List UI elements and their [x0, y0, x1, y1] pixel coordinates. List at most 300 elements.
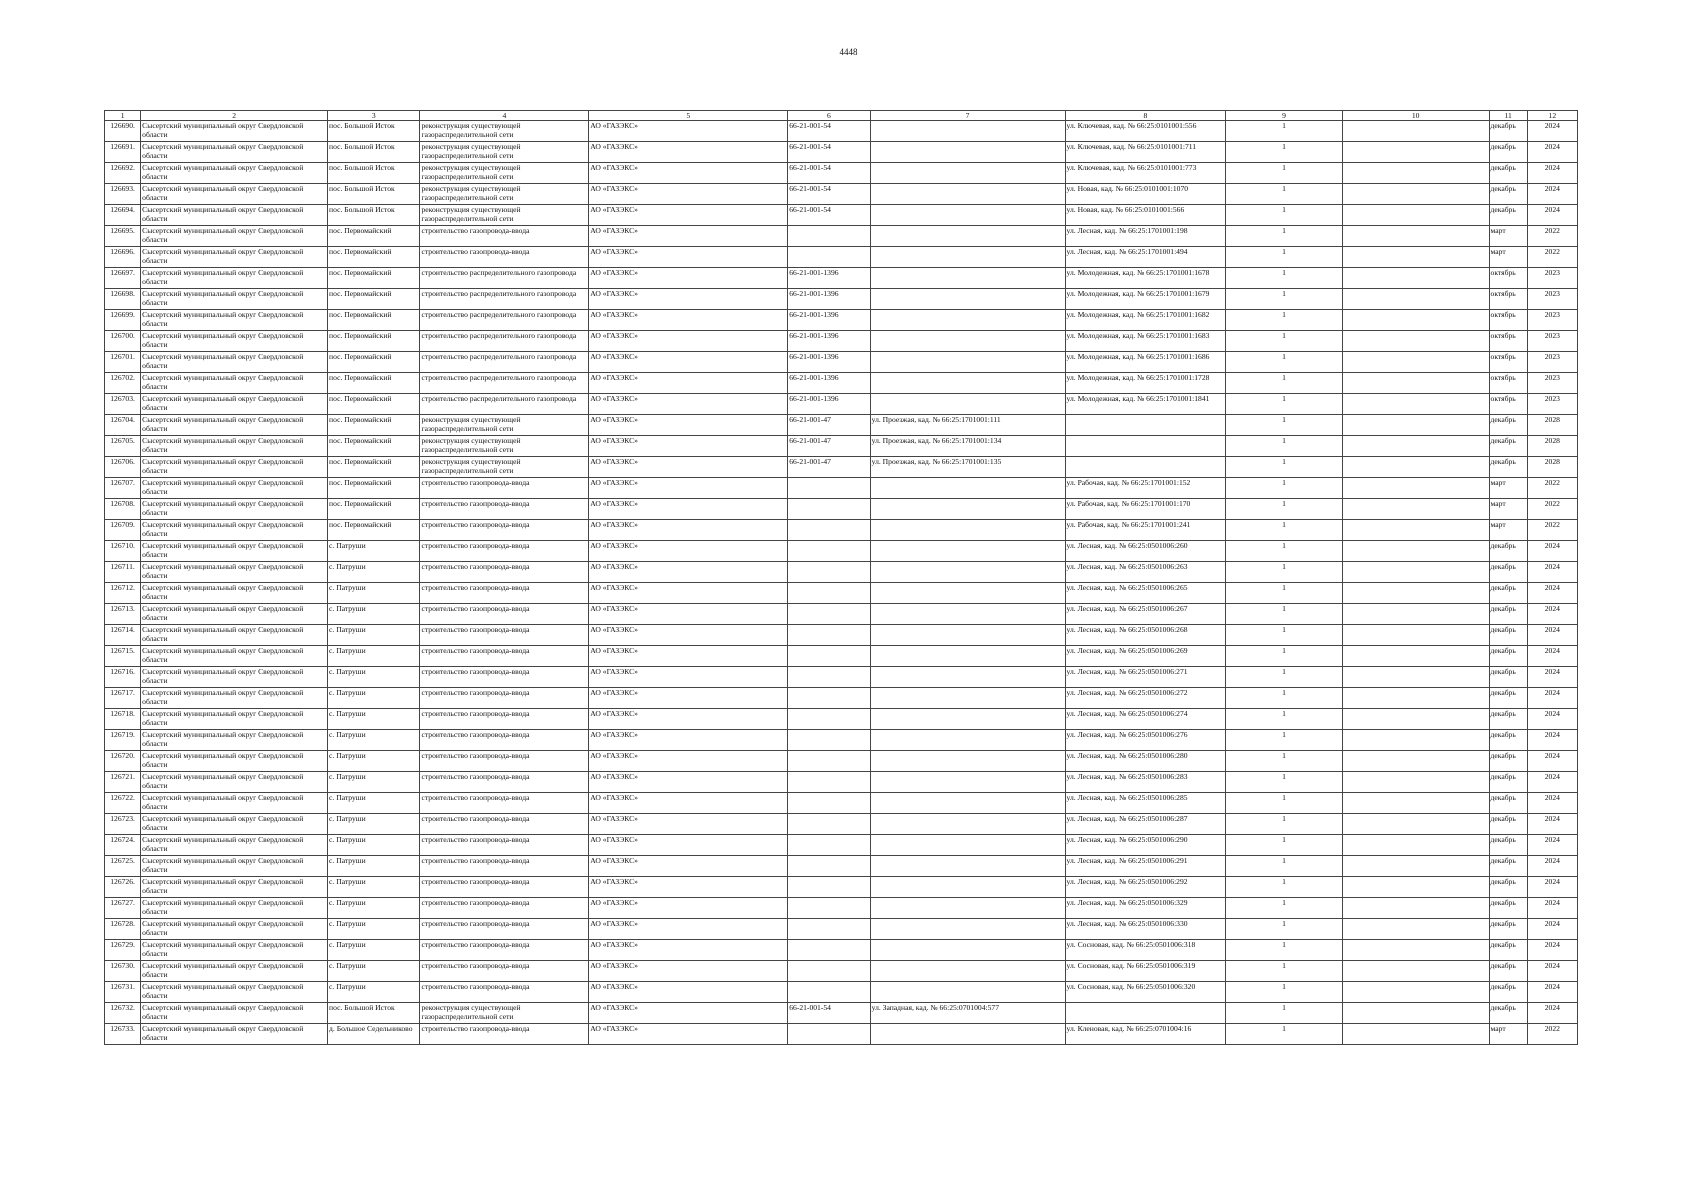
settlement-cell: пос. Первомайский: [328, 310, 420, 331]
table-row: [105, 772, 1578, 793]
row-number-cell: 126709.: [105, 520, 141, 541]
work-type-cell: строительство газопровода-ввода: [420, 709, 589, 730]
address-cell-8: ул. Молодежная, кад. № 66:25:1701001:1841: [1065, 394, 1226, 415]
column-10-cell: [1342, 289, 1489, 310]
municipality-cell: Сысертский муниципальный округ Свердловской области: [141, 982, 328, 1003]
month-cell: декабрь: [1489, 1003, 1527, 1024]
network-id-cell: [788, 562, 870, 583]
column-header: 5: [589, 111, 788, 121]
year-cell: 2024: [1527, 772, 1577, 793]
row-number-cell: 126722.: [105, 793, 141, 814]
quantity-cell: 1: [1226, 751, 1343, 772]
quantity-cell: 1: [1226, 436, 1343, 457]
column-10-cell: [1342, 751, 1489, 772]
address-cell-7: [870, 835, 1065, 856]
address-cell-8: ул. Лесная, кад. № 66:25:0501006:268: [1065, 625, 1226, 646]
organization-cell: АО «ГАЗЭКС»: [589, 562, 788, 583]
row-number-cell: 126729.: [105, 940, 141, 961]
column-10-cell: [1342, 478, 1489, 499]
column-10-cell: [1342, 268, 1489, 289]
address-cell-7: [870, 898, 1065, 919]
column-10-cell: [1342, 1024, 1489, 1045]
address-cell-7: [870, 625, 1065, 646]
address-cell-8: ул. Лесная, кад. № 66:25:0501006:265: [1065, 583, 1226, 604]
address-cell-7: ул. Проезжая, кад. № 66:25:1701001:134: [870, 436, 1065, 457]
month-cell: декабрь: [1489, 730, 1527, 751]
month-cell: март: [1489, 1024, 1527, 1045]
table-row: [105, 541, 1578, 562]
address-cell-7: [870, 856, 1065, 877]
network-id-cell: [788, 835, 870, 856]
work-type-cell: реконструкция существующей газораспределительной сети: [420, 121, 589, 142]
year-cell: 2023: [1527, 394, 1577, 415]
year-cell: 2022: [1527, 478, 1577, 499]
address-cell-8: ул. Лесная, кад. № 66:25:0501006:283: [1065, 772, 1226, 793]
month-cell: декабрь: [1489, 604, 1527, 625]
column-10-cell: [1342, 709, 1489, 730]
row-number-cell: 126728.: [105, 919, 141, 940]
row-number-cell: 126700.: [105, 331, 141, 352]
year-cell: 2023: [1527, 310, 1577, 331]
month-cell: декабрь: [1489, 646, 1527, 667]
row-number-cell: 126714.: [105, 625, 141, 646]
year-cell: 2024: [1527, 205, 1577, 226]
organization-cell: АО «ГАЗЭКС»: [589, 394, 788, 415]
address-cell-8: ул. Лесная, кад. № 66:25:0501006:272: [1065, 688, 1226, 709]
year-cell: 2022: [1527, 1024, 1577, 1045]
address-cell-7: [870, 961, 1065, 982]
address-cell-7: [870, 352, 1065, 373]
network-id-cell: [788, 730, 870, 751]
address-cell-8: ул. Лесная, кад. № 66:25:1701001:198: [1065, 226, 1226, 247]
row-number-cell: 126697.: [105, 268, 141, 289]
municipality-cell: Сысертский муниципальный округ Свердловской области: [141, 688, 328, 709]
settlement-cell: с. Патруши: [328, 751, 420, 772]
table-row: [105, 583, 1578, 604]
table-row: [105, 814, 1578, 835]
address-cell-8: ул. Лесная, кад. № 66:25:0501006:291: [1065, 856, 1226, 877]
organization-cell: АО «ГАЗЭКС»: [589, 772, 788, 793]
quantity-cell: 1: [1226, 415, 1343, 436]
quantity-cell: 1: [1226, 541, 1343, 562]
row-number-cell: 126724.: [105, 835, 141, 856]
year-cell: 2024: [1527, 856, 1577, 877]
column-10-cell: [1342, 121, 1489, 142]
row-number-cell: 126695.: [105, 226, 141, 247]
month-cell: декабрь: [1489, 940, 1527, 961]
address-cell-7: [870, 562, 1065, 583]
work-type-cell: строительство газопровода-ввода: [420, 961, 589, 982]
year-cell: 2024: [1527, 961, 1577, 982]
table-row: [105, 751, 1578, 772]
quantity-cell: 1: [1226, 499, 1343, 520]
quantity-cell: 1: [1226, 919, 1343, 940]
year-cell: 2024: [1527, 919, 1577, 940]
address-cell-8: ул. Рабочая, кад. № 66:25:1701001:170: [1065, 499, 1226, 520]
year-cell: 2024: [1527, 940, 1577, 961]
work-type-cell: реконструкция существующей газораспределительной сети: [420, 142, 589, 163]
work-type-cell: строительство газопровода-ввода: [420, 856, 589, 877]
column-header: 2: [141, 111, 328, 121]
municipality-cell: Сысертский муниципальный округ Свердловской области: [141, 583, 328, 604]
table-row: [105, 793, 1578, 814]
settlement-cell: пос. Большой Исток: [328, 1003, 420, 1024]
quantity-cell: 1: [1226, 667, 1343, 688]
work-type-cell: строительство распределительного газопровода: [420, 331, 589, 352]
address-cell-7: [870, 604, 1065, 625]
month-cell: декабрь: [1489, 856, 1527, 877]
month-cell: март: [1489, 520, 1527, 541]
network-id-cell: [788, 772, 870, 793]
row-number-cell: 126699.: [105, 310, 141, 331]
settlement-cell: с. Патруши: [328, 814, 420, 835]
month-cell: декабрь: [1489, 583, 1527, 604]
quantity-cell: 1: [1226, 1024, 1343, 1045]
address-cell-7: [870, 919, 1065, 940]
table-row: [105, 919, 1578, 940]
organization-cell: АО «ГАЗЭКС»: [589, 499, 788, 520]
year-cell: 2024: [1527, 604, 1577, 625]
month-cell: декабрь: [1489, 688, 1527, 709]
row-number-cell: 126693.: [105, 184, 141, 205]
municipality-cell: Сысертский муниципальный округ Свердловской области: [141, 835, 328, 856]
table-row: [105, 205, 1578, 226]
quantity-cell: 1: [1226, 394, 1343, 415]
organization-cell: АО «ГАЗЭКС»: [589, 688, 788, 709]
work-type-cell: строительство распределительного газопровода: [420, 373, 589, 394]
work-type-cell: реконструкция существующей газораспределительной сети: [420, 457, 589, 478]
column-10-cell: [1342, 982, 1489, 1003]
table-row: [105, 478, 1578, 499]
settlement-cell: с. Патруши: [328, 961, 420, 982]
table-row: [105, 142, 1578, 163]
column-10-cell: [1342, 142, 1489, 163]
column-10-cell: [1342, 541, 1489, 562]
organization-cell: АО «ГАЗЭКС»: [589, 877, 788, 898]
address-cell-8: ул. Рабочая, кад. № 66:25:1701001:241: [1065, 520, 1226, 541]
address-cell-8: [1065, 457, 1226, 478]
column-header: 1: [105, 111, 141, 121]
settlement-cell: с. Патруши: [328, 856, 420, 877]
month-cell: октябрь: [1489, 352, 1527, 373]
network-id-cell: 66-21-001-1396: [788, 268, 870, 289]
address-cell-7: [870, 394, 1065, 415]
network-id-cell: [788, 688, 870, 709]
work-type-cell: реконструкция существующей газораспределительной сети: [420, 436, 589, 457]
address-cell-8: ул. Лесная, кад. № 66:25:0501006:280: [1065, 751, 1226, 772]
table-body: [105, 121, 1578, 1045]
settlement-cell: с. Патруши: [328, 625, 420, 646]
work-type-cell: реконструкция существующей газораспределительной сети: [420, 415, 589, 436]
column-10-cell: [1342, 163, 1489, 184]
table-row: [105, 646, 1578, 667]
work-type-cell: строительство газопровода-ввода: [420, 478, 589, 499]
quantity-cell: 1: [1226, 772, 1343, 793]
network-id-cell: 66-21-001-1396: [788, 352, 870, 373]
table-row: [105, 604, 1578, 625]
row-number-cell: 126731.: [105, 982, 141, 1003]
address-cell-8: ул. Молодежная, кад. № 66:25:1701001:1679: [1065, 289, 1226, 310]
quantity-cell: 1: [1226, 184, 1343, 205]
network-id-cell: 66-21-001-54: [788, 184, 870, 205]
address-cell-8: ул. Ключевая, кад. № 66:25:0101001:711: [1065, 142, 1226, 163]
address-cell-8: ул. Ключевая, кад. № 66:25:0101001:556: [1065, 121, 1226, 142]
table-row: [105, 499, 1578, 520]
network-id-cell: [788, 604, 870, 625]
organization-cell: АО «ГАЗЭКС»: [589, 541, 788, 562]
settlement-cell: с. Патруши: [328, 793, 420, 814]
row-number-cell: 126710.: [105, 541, 141, 562]
column-10-cell: [1342, 772, 1489, 793]
month-cell: март: [1489, 499, 1527, 520]
work-type-cell: реконструкция существующей газораспределительной сети: [420, 163, 589, 184]
organization-cell: АО «ГАЗЭКС»: [589, 226, 788, 247]
settlement-cell: пос. Большой Исток: [328, 121, 420, 142]
year-cell: 2024: [1527, 688, 1577, 709]
settlement-cell: с. Патруши: [328, 583, 420, 604]
network-id-cell: [788, 478, 870, 499]
table-row: [105, 436, 1578, 457]
settlement-cell: пос. Первомайский: [328, 289, 420, 310]
settlement-cell: пос. Большой Исток: [328, 142, 420, 163]
work-type-cell: строительство газопровода-ввода: [420, 583, 589, 604]
municipality-cell: Сысертский муниципальный округ Свердловской области: [141, 121, 328, 142]
settlement-cell: пос. Первомайский: [328, 457, 420, 478]
address-cell-8: ул. Лесная, кад. № 66:25:0501006:330: [1065, 919, 1226, 940]
settlement-cell: с. Патруши: [328, 898, 420, 919]
page-number: 4448: [839, 47, 858, 57]
year-cell: 2024: [1527, 142, 1577, 163]
column-10-cell: [1342, 415, 1489, 436]
municipality-cell: Сысертский муниципальный округ Свердловской области: [141, 898, 328, 919]
address-cell-7: [870, 520, 1065, 541]
table-row: [105, 394, 1578, 415]
column-10-cell: [1342, 919, 1489, 940]
address-cell-8: ул. Сосновая, кад. № 66:25:0501006:320: [1065, 982, 1226, 1003]
organization-cell: АО «ГАЗЭКС»: [589, 205, 788, 226]
quantity-cell: 1: [1226, 709, 1343, 730]
network-id-cell: [788, 646, 870, 667]
year-cell: 2024: [1527, 646, 1577, 667]
municipality-cell: Сысертский муниципальный округ Свердловской области: [141, 814, 328, 835]
network-id-cell: [788, 877, 870, 898]
network-id-cell: [788, 541, 870, 562]
year-cell: 2023: [1527, 268, 1577, 289]
work-type-cell: строительство газопровода-ввода: [420, 646, 589, 667]
organization-cell: АО «ГАЗЭКС»: [589, 184, 788, 205]
table-row: [105, 856, 1578, 877]
month-cell: октябрь: [1489, 268, 1527, 289]
municipality-cell: Сысертский муниципальный округ Свердловской области: [141, 604, 328, 625]
settlement-cell: с. Патруши: [328, 562, 420, 583]
address-cell-7: [870, 541, 1065, 562]
work-type-cell: строительство распределительного газопровода: [420, 352, 589, 373]
column-header: 9: [1226, 111, 1343, 121]
address-cell-8: ул. Сосновая, кад. № 66:25:0501006:319: [1065, 961, 1226, 982]
network-id-cell: [788, 898, 870, 919]
quantity-cell: 1: [1226, 583, 1343, 604]
municipality-cell: Сысертский муниципальный округ Свердловской области: [141, 625, 328, 646]
address-cell-8: ул. Лесная, кад. № 66:25:1701001:494: [1065, 247, 1226, 268]
column-10-cell: [1342, 961, 1489, 982]
address-cell-7: [870, 331, 1065, 352]
table-row: [105, 121, 1578, 142]
table-row: [105, 184, 1578, 205]
address-cell-7: [870, 772, 1065, 793]
organization-cell: АО «ГАЗЭКС»: [589, 1003, 788, 1024]
organization-cell: АО «ГАЗЭКС»: [589, 709, 788, 730]
quantity-cell: 1: [1226, 940, 1343, 961]
column-10-cell: [1342, 940, 1489, 961]
year-cell: 2024: [1527, 751, 1577, 772]
table-row: [105, 898, 1578, 919]
municipality-cell: Сысертский муниципальный округ Свердловской области: [141, 730, 328, 751]
month-cell: декабрь: [1489, 625, 1527, 646]
network-id-cell: 66-21-001-47: [788, 415, 870, 436]
network-id-cell: [788, 520, 870, 541]
work-type-cell: строительство газопровода-ввода: [420, 226, 589, 247]
municipality-cell: Сысертский муниципальный округ Свердловской области: [141, 268, 328, 289]
quantity-cell: 1: [1226, 961, 1343, 982]
column-10-cell: [1342, 457, 1489, 478]
work-type-cell: строительство газопровода-ввода: [420, 751, 589, 772]
work-type-cell: реконструкция существующей газораспределительной сети: [420, 184, 589, 205]
address-cell-7: [870, 289, 1065, 310]
address-cell-8: ул. Ключевая, кад. № 66:25:0101001:773: [1065, 163, 1226, 184]
organization-cell: АО «ГАЗЭКС»: [589, 982, 788, 1003]
quantity-cell: 1: [1226, 898, 1343, 919]
organization-cell: АО «ГАЗЭКС»: [589, 667, 788, 688]
row-number-cell: 126705.: [105, 436, 141, 457]
network-id-cell: 66-21-001-1396: [788, 310, 870, 331]
work-type-cell: строительство газопровода-ввода: [420, 604, 589, 625]
quantity-cell: 1: [1226, 226, 1343, 247]
address-cell-7: [870, 940, 1065, 961]
registry-table: [104, 110, 1578, 1045]
quantity-cell: 1: [1226, 646, 1343, 667]
month-cell: декабрь: [1489, 667, 1527, 688]
address-cell-8: [1065, 436, 1226, 457]
table-row: [105, 709, 1578, 730]
settlement-cell: с. Патруши: [328, 940, 420, 961]
month-cell: декабрь: [1489, 142, 1527, 163]
organization-cell: АО «ГАЗЭКС»: [589, 919, 788, 940]
address-cell-8: ул. Новая, кад. № 66:25:0101001:1070: [1065, 184, 1226, 205]
settlement-cell: д. Большое Седельниково: [328, 1024, 420, 1045]
network-id-cell: 66-21-001-47: [788, 457, 870, 478]
organization-cell: АО «ГАЗЭКС»: [589, 415, 788, 436]
municipality-cell: Сысертский муниципальный округ Свердловской области: [141, 856, 328, 877]
table-row: [105, 352, 1578, 373]
municipality-cell: Сысертский муниципальный округ Свердловской области: [141, 478, 328, 499]
municipality-cell: Сысертский муниципальный округ Свердловской области: [141, 562, 328, 583]
table-row: [105, 415, 1578, 436]
network-id-cell: 66-21-001-47: [788, 436, 870, 457]
column-10-cell: [1342, 814, 1489, 835]
municipality-cell: Сысертский муниципальный округ Свердловской области: [141, 163, 328, 184]
column-10-cell: [1342, 373, 1489, 394]
address-cell-8: [1065, 1003, 1226, 1024]
organization-cell: АО «ГАЗЭКС»: [589, 121, 788, 142]
month-cell: декабрь: [1489, 184, 1527, 205]
address-cell-7: [870, 646, 1065, 667]
address-cell-7: [870, 688, 1065, 709]
address-cell-8: ул. Рабочая, кад. № 66:25:1701001:152: [1065, 478, 1226, 499]
settlement-cell: пос. Первомайский: [328, 499, 420, 520]
settlement-cell: с. Патруши: [328, 877, 420, 898]
table-row: [105, 877, 1578, 898]
address-cell-7: ул. Проезжая, кад. № 66:25:1701001:135: [870, 457, 1065, 478]
column-10-cell: [1342, 877, 1489, 898]
table-row: [105, 457, 1578, 478]
row-number-cell: 126717.: [105, 688, 141, 709]
work-type-cell: строительство газопровода-ввода: [420, 520, 589, 541]
column-10-cell: [1342, 730, 1489, 751]
municipality-cell: Сысертский муниципальный округ Свердловской области: [141, 751, 328, 772]
year-cell: 2028: [1527, 415, 1577, 436]
year-cell: 2024: [1527, 898, 1577, 919]
column-10-cell: [1342, 184, 1489, 205]
address-cell-8: ул. Лесная, кад. № 66:25:0501006:274: [1065, 709, 1226, 730]
column-10-cell: [1342, 688, 1489, 709]
address-cell-7: [870, 877, 1065, 898]
municipality-cell: Сысертский муниципальный округ Свердловской области: [141, 1003, 328, 1024]
settlement-cell: с. Патруши: [328, 919, 420, 940]
address-cell-7: [870, 373, 1065, 394]
work-type-cell: строительство газопровода-ввода: [420, 898, 589, 919]
month-cell: декабрь: [1489, 163, 1527, 184]
column-header: 11: [1489, 111, 1527, 121]
municipality-cell: Сысертский муниципальный округ Свердловской области: [141, 667, 328, 688]
municipality-cell: Сысертский муниципальный округ Свердловской области: [141, 772, 328, 793]
month-cell: декабрь: [1489, 562, 1527, 583]
settlement-cell: с. Патруши: [328, 541, 420, 562]
table-row: [105, 520, 1578, 541]
year-cell: 2024: [1527, 877, 1577, 898]
quantity-cell: 1: [1226, 562, 1343, 583]
table-row: [105, 625, 1578, 646]
work-type-cell: строительство газопровода-ввода: [420, 247, 589, 268]
municipality-cell: Сысертский муниципальный округ Свердловской области: [141, 877, 328, 898]
table-row: [105, 835, 1578, 856]
year-cell: 2024: [1527, 1003, 1577, 1024]
quantity-cell: 1: [1226, 625, 1343, 646]
quantity-cell: 1: [1226, 814, 1343, 835]
organization-cell: АО «ГАЗЭКС»: [589, 247, 788, 268]
column-10-cell: [1342, 646, 1489, 667]
organization-cell: АО «ГАЗЭКС»: [589, 520, 788, 541]
settlement-cell: пос. Первомайский: [328, 373, 420, 394]
month-cell: декабрь: [1489, 205, 1527, 226]
network-id-cell: [788, 982, 870, 1003]
address-cell-7: [870, 205, 1065, 226]
month-cell: декабрь: [1489, 751, 1527, 772]
row-number-cell: 126690.: [105, 121, 141, 142]
municipality-cell: Сысертский муниципальный округ Свердловской области: [141, 793, 328, 814]
address-cell-8: ул. Новая, кад. № 66:25:0101001:566: [1065, 205, 1226, 226]
settlement-cell: пос. Первомайский: [328, 415, 420, 436]
settlement-cell: с. Патруши: [328, 709, 420, 730]
address-cell-8: ул. Лесная, кад. № 66:25:0501006:269: [1065, 646, 1226, 667]
quantity-cell: 1: [1226, 604, 1343, 625]
municipality-cell: Сысертский муниципальный округ Свердловской области: [141, 205, 328, 226]
table-row: [105, 1024, 1578, 1045]
work-type-cell: строительство газопровода-ввода: [420, 688, 589, 709]
address-cell-7: [870, 478, 1065, 499]
work-type-cell: строительство распределительного газопровода: [420, 268, 589, 289]
organization-cell: АО «ГАЗЭКС»: [589, 961, 788, 982]
column-header: 12: [1527, 111, 1577, 121]
